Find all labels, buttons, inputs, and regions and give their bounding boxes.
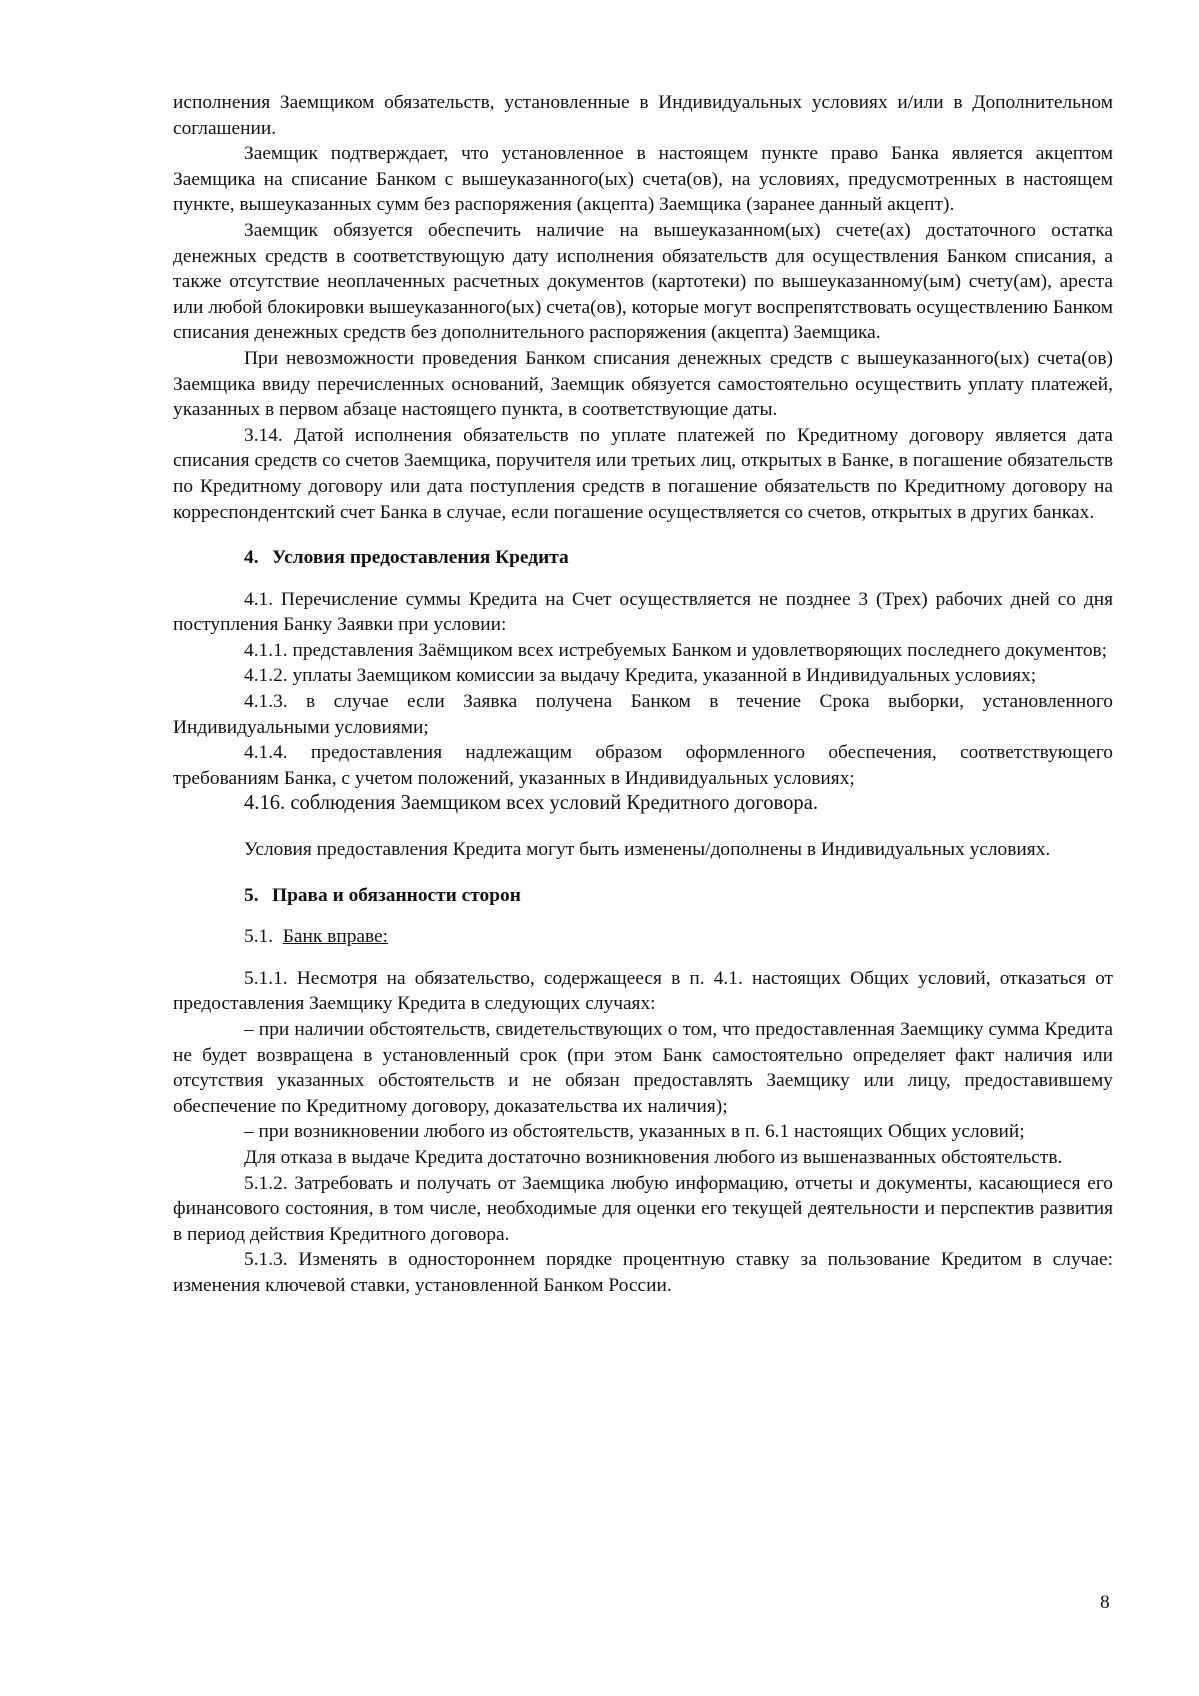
list-item-bullet-1: – при наличии обстоятельств, свидетельствующих о том, что предоставленная Заемщику сумма Кредита не будет возвращена в установленный срок (при этом Банк самостоятельно определяет факт наличия или отсутствия указанных обстоятельств и не обязан предоставлять Заемщику или лицу, предоставившему обеспечение по Кредитному договору, доказательства их наличия); [173, 1019, 1113, 1117]
page-number: 8 [1100, 1592, 1110, 1613]
list-item-bullet-2: – при возникновении любого из обстоятельств, указанных в п. 6.1 настоящих Общих условий; [244, 1121, 1025, 1143]
section-5-number: 5. [244, 884, 259, 906]
spacer [173, 817, 1113, 837]
paragraph-acceptance: Заемщик подтверждает, что установленное в настоящем пункте право Банка является акцептом Заемщика на списание Банком с вышеуказанного(ых) счета(ов), на условиях, предусмотренных в настоящем пункте, вышеуказанных сумм без распоряжения (акцепта) Заемщика (заранее данный акцепт). [173, 143, 1113, 216]
paragraph-continuation: исполнения Заемщиком обязательств, установленные в Индивидуальных условиях и/или в Дополнительном соглашении. [173, 92, 1113, 139]
paragraph-self-payment: При невозможности проведения Банком списания денежных средств с вышеуказанного(ых) счета(ов) Заемщика ввиду перечисленных оснований, Заемщик обязуется самостоятельно осуществить уплату платежей, указанных в первом абзаце настоящего пункта, в соответствующие даты. [173, 347, 1113, 421]
paragraph-4-1-1: 4.1.1. представления Заёмщиком всех истребуемых Банком и удовлетворяющих последнего документов; [244, 639, 1108, 661]
paragraph-5-1-3: 5.1.3. Изменять в одностороннем порядке процентную ставку за пользование Кредитом в случае: изменения ключевой ставки, установленной Банком России. [173, 1249, 1113, 1296]
section-4-number: 4. [244, 547, 259, 569]
spacer [173, 950, 1113, 966]
paragraph-4-1: 4.1. Перечисление суммы Кредита на Счет осуществляется не позднее 3 (Трех) рабочих дней со дня поступления Банку Заявки при условии: [173, 588, 1113, 636]
paragraph-5-1-2: 5.1.2. Затребовать и получать от Заемщика любую информацию, отчеты и документы, касающиеся его финансового состояния, в том числе, необходимые для оценки его текущей деятельности и перспектив развития в период действия Кредитного договора. [173, 1172, 1113, 1245]
subsection-5-1-title: Банк вправе: [282, 926, 389, 948]
spacer [173, 571, 1113, 587]
subsection-5-1-number: 5.1. [244, 926, 274, 948]
spacer [173, 908, 1113, 924]
paragraph-4-1-3: 4.1.3. в случае если Заявка получена Банком в течение Срока выборки, установленного Индивидуальными условиями; [173, 691, 1113, 738]
paragraph-conditions-note: Условия предоставления Кредита могут быть изменены/дополнены в Индивидуальных условиях. [244, 839, 1051, 861]
spacer [173, 525, 1113, 545]
subsection-5-1 [173, 924, 1113, 950]
paragraph-3-14: 3.14. Датой исполнения обязательств по уплате платежей по Кредитному договору является дата списания средств со счетов Заемщика, поручителя или третьих лиц, открытых в Банке, в погашение обязательств по Кредитному договору или дата поступления средств в погашение обязательств по Кредитному договору на корреспондентский счет Банка в случае, если погашение осуществляется со счетов, открытых в других банках. [173, 424, 1113, 523]
document-page [173, 90, 1113, 1299]
paragraph-5-1-1: 5.1.1. Несмотря на обязательство, содержащееся в п. 4.1. настоящих Общих условий, отказаться от предоставления Заемщику Кредита в следующих случаях: [173, 967, 1113, 1015]
paragraph-4-1-4: 4.1.4. предоставления надлежащим образом оформленного обеспечения, соответствующего требованиям Банка, с учетом положений, указанных в Индивидуальных условиях; [173, 742, 1113, 789]
section-4-title: Условия предоставления Кредита [272, 547, 569, 569]
paragraph-balance-obligation: Заемщик обязуется обеспечить наличие на вышеуказанном(ых) счете(ах) достаточного остатка денежных средств в соответствующую дату исполнения обязательств для осуществления Банком списания, а также отсутствие неоплаченных расчетных документов (картотеки) по вышеуказанному(ым) счету(ам), ареста или любой блокировки вышеуказанного(ых) счета(ов), которые могут воспрепятствовать осуществлению Банком списания денежных средств без дополнительного распоряжения (акцепта) Заемщика. [173, 219, 1113, 344]
paragraph-4-16: 4.16. соблюдения Заемщиком всех условий Кредитного договора. [244, 792, 818, 815]
spacer [173, 863, 1113, 883]
section-5-title: Права и обязанности сторон [272, 884, 521, 906]
paragraph-refusal-note: Для отказа в выдаче Кредита достаточно возникновения любого из вышеназванных обстоятельств. [244, 1146, 1063, 1168]
section-4-heading [173, 545, 1113, 571]
section-5-heading [173, 883, 1113, 909]
paragraph-4-1-2: 4.1.2. уплаты Заемщиком комиссии за выдачу Кредита, указанной в Индивидуальных условиях; [244, 665, 1037, 687]
